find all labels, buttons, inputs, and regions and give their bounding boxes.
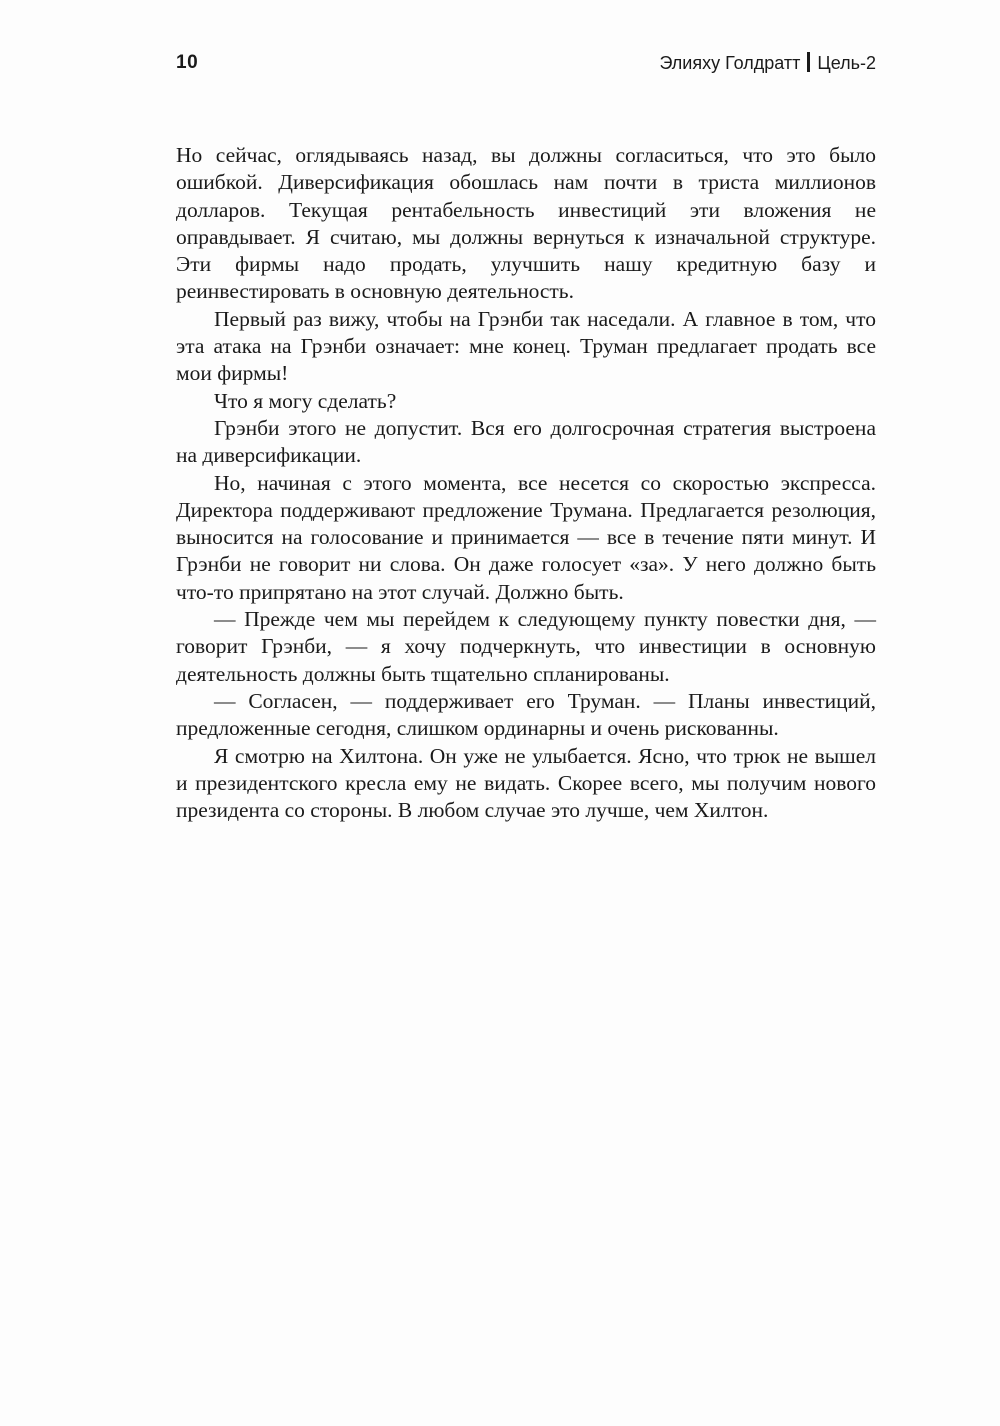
paragraph: Но, начиная с этого момента, все несется со скоростью экспресса. Директора поддерживают предложение Трумана. Предлагается резолюция, выносится на голосование и принимается — все в течение пяти минут. И Грэнби не говорит ни слова. Он даже голосует «за». У него должно быть что-то припрятано на этот случай. Должно быть. — [176, 470, 876, 604]
paragraph: Грэнби этого не допустит. Вся его долгосрочная стратегия выстроена на диверсификации. — [176, 415, 876, 468]
paragraph: Первый раз вижу, чтобы на Грэнби так наседали. А главное в том, что эта атака на Грэнби означает: мне конец. Труман предлагает продать все мои фирмы! — [176, 306, 876, 386]
paragraph: — Прежде чем мы перейдем к следующему пункту повестки дня, — говорит Грэнби, — я хочу подчеркнуть, что инвестиции в основную деятельность должны быть тщательно спланированы. — [176, 607, 876, 686]
page-header — [176, 52, 876, 82]
paragraph: Но сейчас, оглядываясь назад, вы должны согласиться, что это было ошибкой. Диверсификация обошлась нам почти в триста миллионов долларов. Текущая рентабельность инвестиций эти вложения не оправдывает. Я считаю, мы должны вернуться к изначальной структуре. Эти фирмы надо продать, улучшить нашу кредитную базу и реинвестировать в основную деятельность. — [176, 143, 876, 304]
paragraph: Я смотрю на Хилтона. Он уже не улыбается. Ясно, что трюк не вышел и президентского кресла ему не видать. Скорее всего, мы получим нового президента со стороны. В любом случае это лучше, чем Хилтон. — [176, 743, 876, 823]
paragraph: Что я могу сделать? — [214, 388, 397, 413]
body-text — [176, 142, 876, 824]
paragraph: — Согласен, — поддерживает его Труман. — Планы инвестиций, предложенные сегодня, слишком ординарны и очень рискованны. — [176, 688, 876, 741]
running-head — [659, 52, 876, 74]
book-title: Цель-2 — [817, 53, 876, 73]
author-name: Элияху Голдратт — [659, 53, 801, 73]
header-separator — [807, 52, 810, 72]
page-number: 10 — [176, 52, 199, 73]
